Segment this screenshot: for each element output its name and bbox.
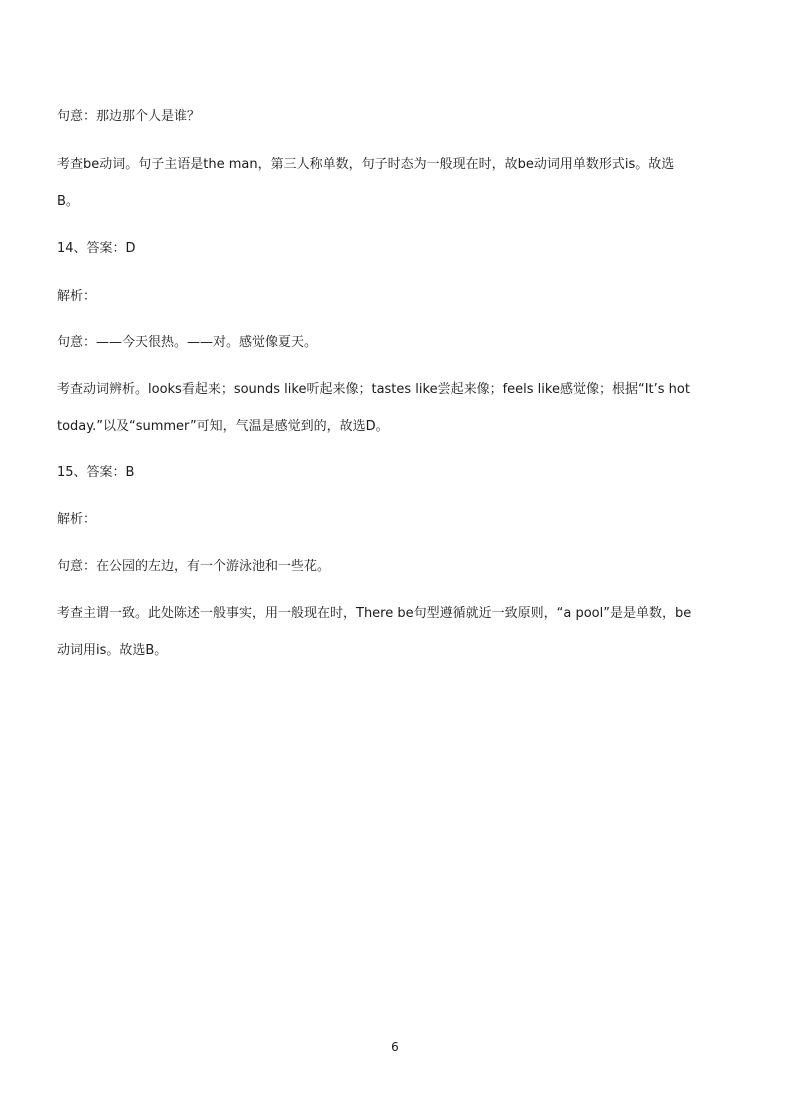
answer-heading-15: 15、答案：B xyxy=(57,465,135,480)
sentence-meaning-13: 句意：那边那个人是谁？ xyxy=(57,109,201,124)
analysis-label-14: 解析： xyxy=(57,289,97,304)
analysis-text-13-line-1: 考查be动词。句子主语是the man，第三人称单数，句子时态为一般现在时，故be动词用单数形式is。故选 xyxy=(57,157,675,172)
analysis-text-14-line-1: 考查动词辨析。looks看起来；sounds like听起来像；tastes like尝起来像；feels like感觉像；根据“It’s hot xyxy=(57,382,690,397)
analysis-text-15-line-1: 考查主谓一致。此处陈述一般事实，用一般现在时，There be句型遵循就近一致原则，“a pool”是是单数，be xyxy=(57,606,692,621)
sentence-meaning-15: 句意：在公园的左边，有一个游泳池和一些花。 xyxy=(57,559,331,574)
page-number: 6 xyxy=(391,1040,399,1054)
analysis-text-15-line-2: 动词用is。故选B。 xyxy=(57,643,168,658)
answer-heading-14: 14、答案：D xyxy=(57,241,136,256)
sentence-meaning-14: 句意：——今天很热。——对。感觉像夏天。 xyxy=(57,335,318,350)
analysis-text-13-line-2: B。 xyxy=(57,194,79,209)
analysis-text-14-line-2: today.”以及“summer”可知，气温是感觉到的，故选D。 xyxy=(57,419,389,434)
analysis-label-15: 解析： xyxy=(57,512,97,527)
